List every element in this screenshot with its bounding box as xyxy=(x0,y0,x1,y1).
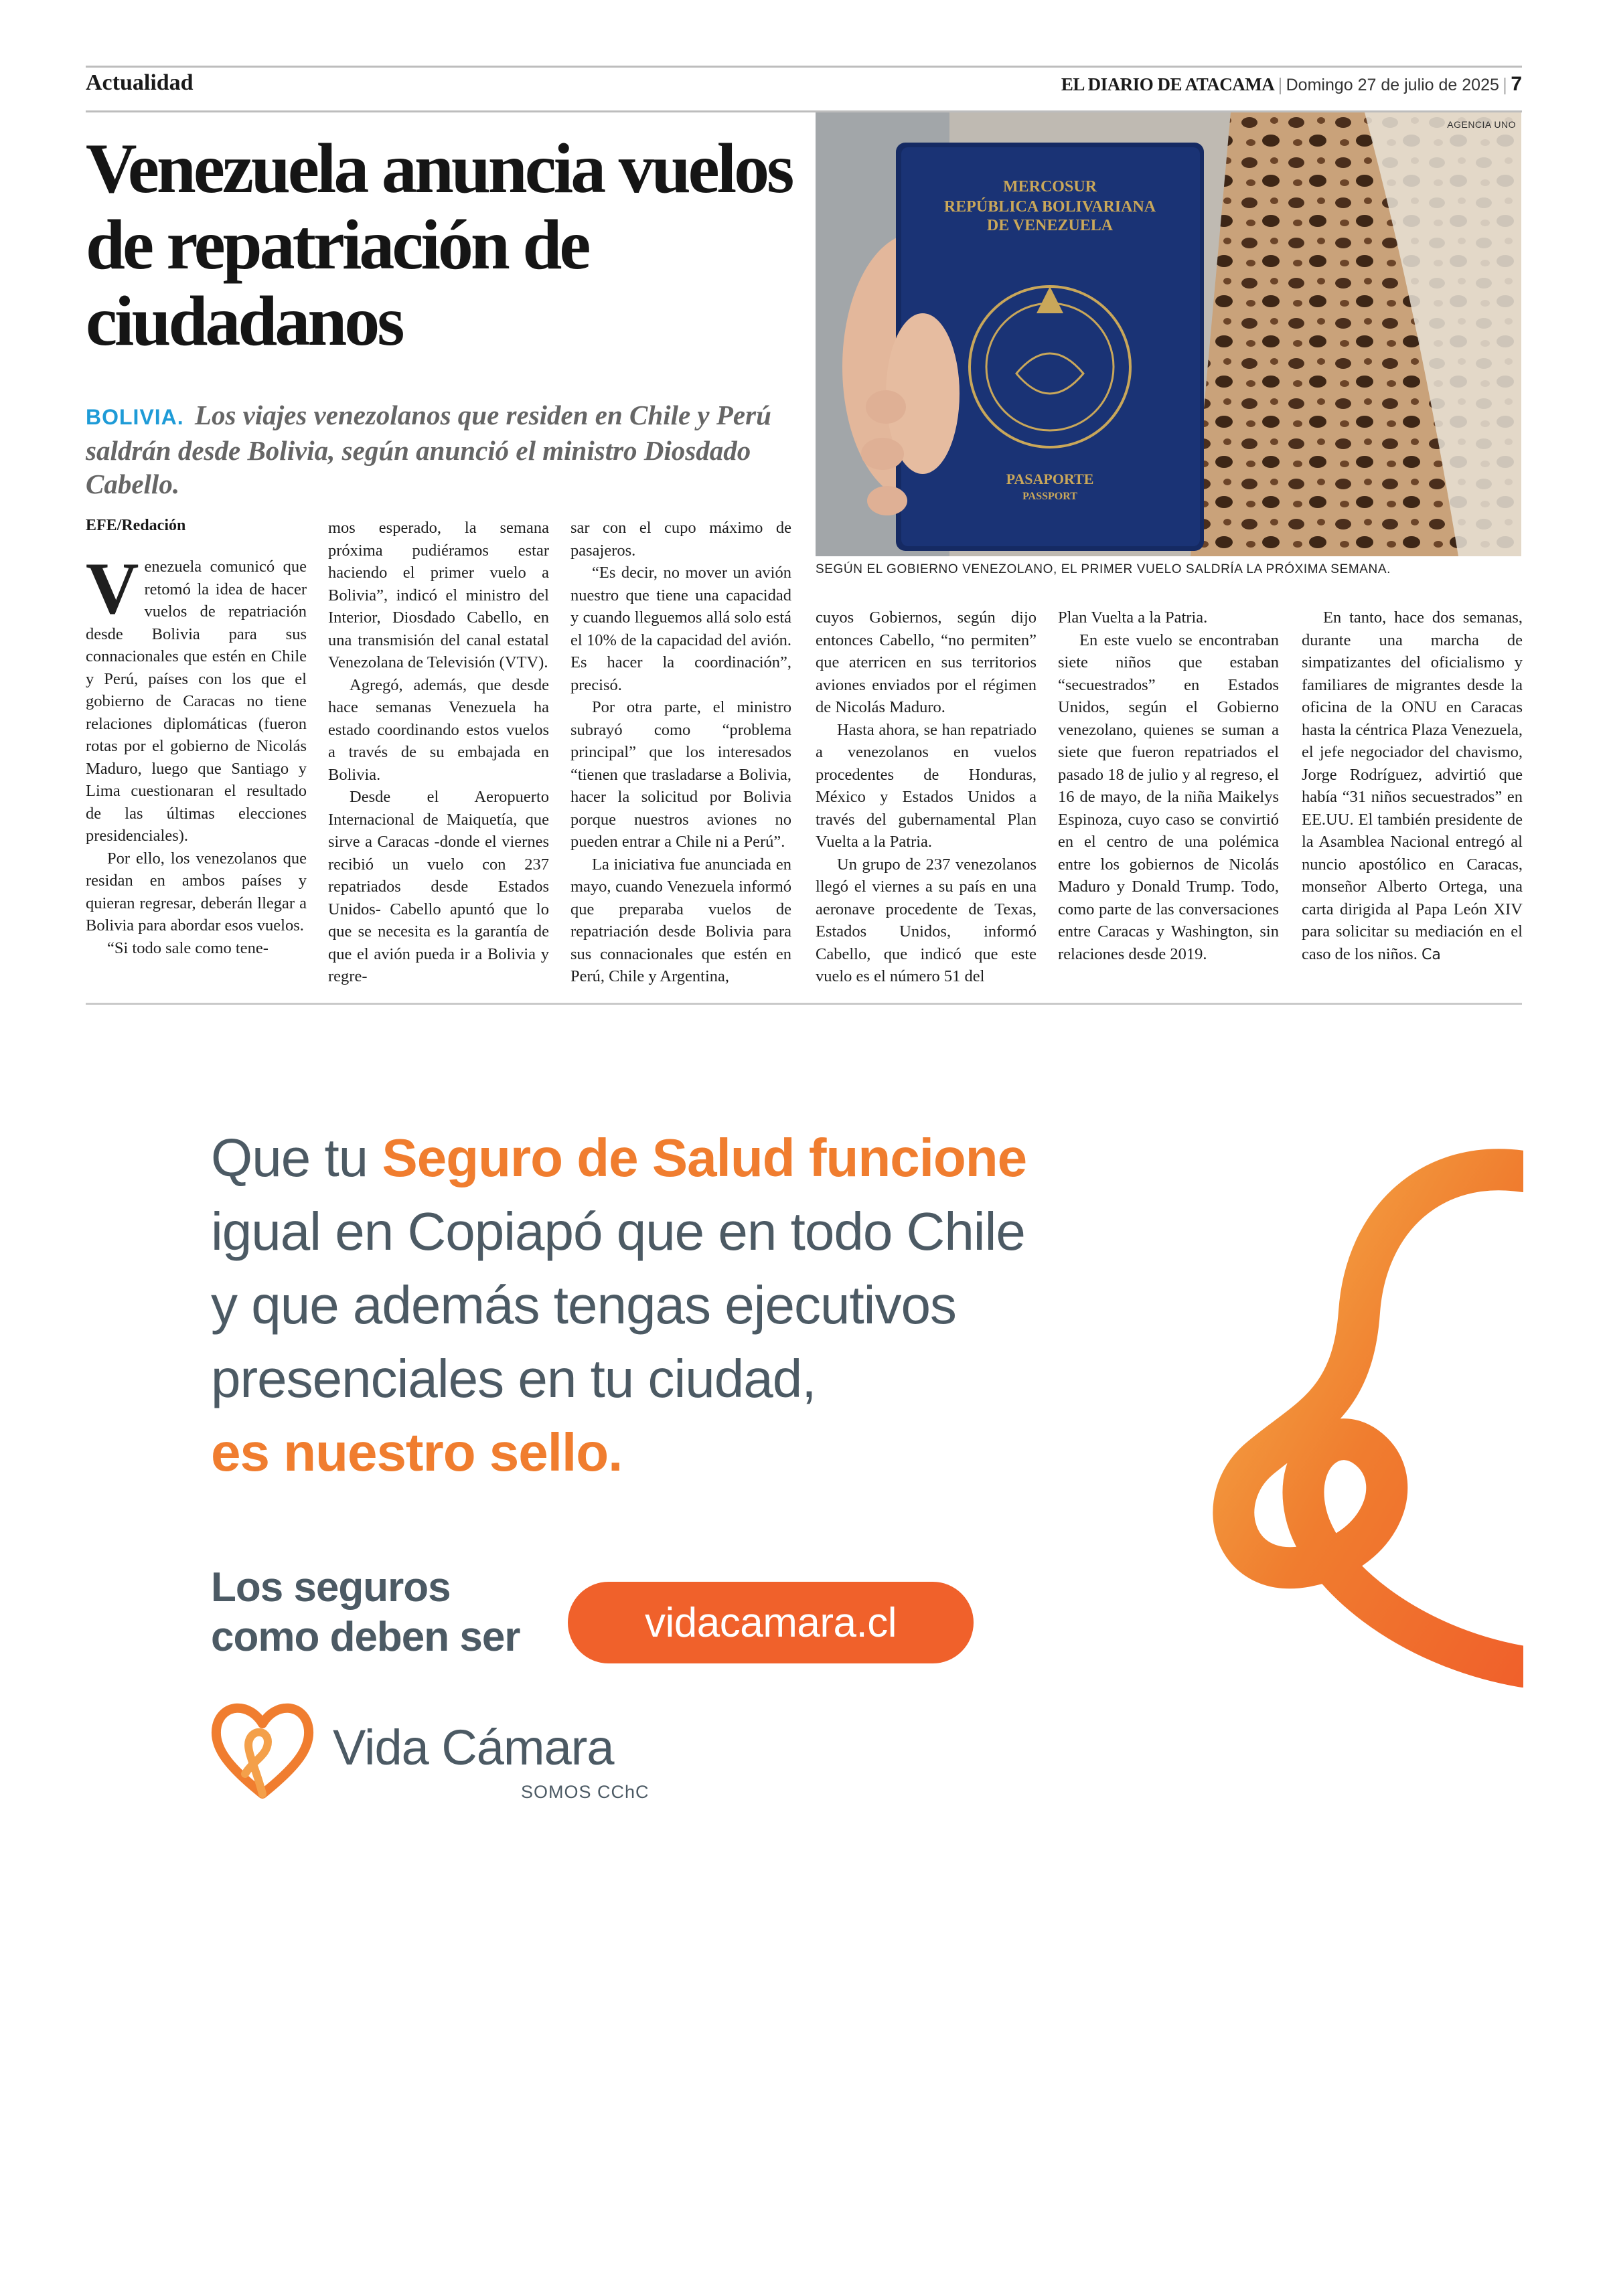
page-number: 7 xyxy=(1511,73,1522,95)
paragraph: Un grupo de 237 venezolanos llegó el viernes a su país en una aeronave procedente de Texas, Estados Unidos, informó Cabello, que indicó que este vuelo es el número 51 del xyxy=(816,855,1037,985)
paragraph: La iniciativa fue anunciada en mayo, cuando Venezuela informó que preparaba vuelos de repatriación desde Bolivia para sus connacionales que estén en Perú, Chile y Argentina, xyxy=(570,855,791,985)
article-column-4 xyxy=(816,606,1037,988)
ad-sub-line: Los seguros xyxy=(211,1564,451,1611)
ad-line-2: igual en Copiapó que en todo Chile xyxy=(211,1202,1025,1261)
passport-illustration xyxy=(816,112,1521,556)
passport-photo xyxy=(816,112,1521,556)
article-column-3 xyxy=(570,517,791,988)
ad-highlight: es nuestro sello. xyxy=(211,1422,623,1482)
newspaper-name: EL DIARIO DE ATACAMA xyxy=(1061,74,1275,94)
paragraph: Agregó, además, que desde hace semanas Venezuela ha estado coordinando estos vuelos a través de su embajada en Bolivia. xyxy=(328,675,549,784)
paragraph: “Si todo sale como tene- xyxy=(107,938,269,957)
byline: EFE/Redación xyxy=(86,517,186,534)
paragraph: Por ello, los venezolanos que residan en ambos países y quieran regresar, deberán llegar a Bolivia para abordar esos vuelos. xyxy=(86,849,307,934)
passport-text-1: MERCOSUR xyxy=(1002,178,1097,195)
ad-line-4: presenciales en tu ciudad, xyxy=(211,1349,816,1408)
paragraph-text: En tanto, hace dos semanas, durante una marcha de simpatizantes del oficialismo y familiares de migrantes desde la oficina de la ONU en Caracas hasta la céntrica Plaza Venezuela, el jefe negociador del chavismo, Jorge Rodríguez, advirtió que había “31 niños secuestrados” en EE.UU. El también presidente de la Asamblea Nacional entregó al nuncio apostólico en Caracas, monseñor Alberto Ortega, una carta dirigida al Papa León XIV para solicitar su mediación en el caso de los niños. xyxy=(1302,608,1523,963)
passport-text-3: DE VENEZUELA xyxy=(986,217,1114,234)
website-button[interactable]: vidacamara.cl xyxy=(568,1582,974,1663)
heart-logo-icon xyxy=(209,1694,316,1804)
paragraph: Plan Vuelta a la Patria. xyxy=(1058,608,1208,627)
paragraph xyxy=(86,548,307,847)
ad-line-3: y que además tengas ejecutivos xyxy=(211,1275,956,1335)
paragraph: “Es decir, no mover un avión nuestro que tiene una capacidad y cuando lleguemos allá solo está el 10% de la capacidad del avión. Es hacer la coordinación”, precisó. xyxy=(570,564,791,694)
paragraph: sar con el cupo máximo de pasajeros. xyxy=(570,519,791,560)
issue-date: Domingo 27 de julio de 2025 xyxy=(1286,76,1499,94)
header-info: EL DIARIO DE ATACAMA | Domingo 27 de julio de 2025 | 7 xyxy=(1061,73,1522,95)
passport-text-4: PASAPORTE xyxy=(1006,471,1094,487)
ad-subheading xyxy=(211,1563,520,1662)
headline: Venezuela anuncia vuelos de repatriación de ciudadanos xyxy=(86,129,792,360)
article-column-6 xyxy=(1302,606,1523,966)
ad-highlight: Seguro de Salud funcione xyxy=(382,1128,1027,1187)
dropcap: V xyxy=(86,548,139,629)
brand-tagline: SOMOS CChC xyxy=(521,1782,649,1802)
ad-line-1 xyxy=(211,1125,1026,1192)
paragraph: mos esperado, la semana próxima pudiéramos estar haciendo el primer vuelo a Bolivia”, indicó el ministro del Interior, Diosdado Cabello, en una transmisión del canal estatal Venezolana de Televisión (VTV). xyxy=(328,519,549,671)
section-divider xyxy=(86,1003,1522,1005)
lede xyxy=(86,398,802,501)
ad-text: Que tu xyxy=(211,1128,382,1187)
ad-sub-line: como deben ser xyxy=(211,1614,520,1660)
ad-line-5 xyxy=(211,1419,622,1486)
article-column-1 xyxy=(86,548,307,959)
paragraph: En este vuelo se encontraban siete niños que estaban “secuestrados” en Estados Unidos, según el Gobierno venezolano, quienes se suman a siete que fueron repatriados el pasado 18 de julio y al regreso, el 16 de mayo, de la niña Maikelys Espinoza, cuyo caso se convirtió en el centro de una polémica entre los gobiernos de Nicolás Maduro y Donald Trump. Todo, como parte de las conversaciones entre Caracas y Washington, sin relaciones desde 2019. xyxy=(1058,631,1279,963)
page-header xyxy=(86,66,1522,112)
lede-text: Los viajes venezolanos que residen en Chile y Perú saldrán desde Bolivia, según anunció el ministro Diosdado Cabello. xyxy=(86,400,771,499)
end-mark: Ca xyxy=(1421,946,1441,963)
photo-caption: SEGÚN EL GOBIERNO VENEZOLANO, EL PRIMER VUELO SALDRÍA LA PRÓXIMA SEMANA. xyxy=(816,562,1391,576)
paragraph-text: enezuela comunicó que retomó la idea de hacer vuelos de repatriación desde Bolivia para sus connacionales que estén en Chile y Perú, países con los que el gobierno de Caracas no tiene relaciones diplomáticas (fueron rotas por el gobierno de Nicolás Maduro, luego que Santiago y Lima cuestionaran el resultado de las últimas elecciones presidenciales). xyxy=(86,558,307,845)
article-column-2 xyxy=(328,517,549,988)
paragraph xyxy=(1302,606,1523,966)
passport-text-5: PASSPORT xyxy=(1022,491,1077,502)
paragraph: cuyos Gobiernos, según dijo entonces Cabello, “no permiten” que aterricen en sus territorios aviones enviados por el régimen de Nicolás Maduro. xyxy=(816,608,1037,716)
article-column-5 xyxy=(1058,606,1279,965)
paragraph: Por otra parte, el ministro subrayó como “problema principal” que los interesados “tienen que trasladarse a Bolivia, hacer la solicitud por Bolivia porque nuestros aviones no pueden entrar a Chile ni a Perú”. xyxy=(570,698,791,851)
paragraph: Desde el Aeropuerto Internacional de Maiquetía, que sirve a Caracas -donde el viernes recibió un vuelo con 237 repatriados desde Estados Unidos- Cabello apuntó que lo que se necesita es la garantía de que el avión pueda ir a Bolivia y regre- xyxy=(328,788,549,985)
kicker: BOLIVIA. xyxy=(86,405,184,429)
paragraph: Hasta ahora, se han repatriado a venezolanos en vuelos procedentes de Honduras, México y Estados Unidos a través del gubernamental Plan Vuelta a la Patria. xyxy=(816,720,1037,851)
photo-credit: AGENCIA UNO xyxy=(1447,119,1516,130)
passport-text-2: REPÚBLICA BOLIVARIANA xyxy=(943,198,1156,216)
orange-swoosh-graphic xyxy=(1205,1138,1523,1707)
brand-name: Vida Cámara xyxy=(333,1720,614,1775)
section-name: Actualidad xyxy=(86,70,194,95)
